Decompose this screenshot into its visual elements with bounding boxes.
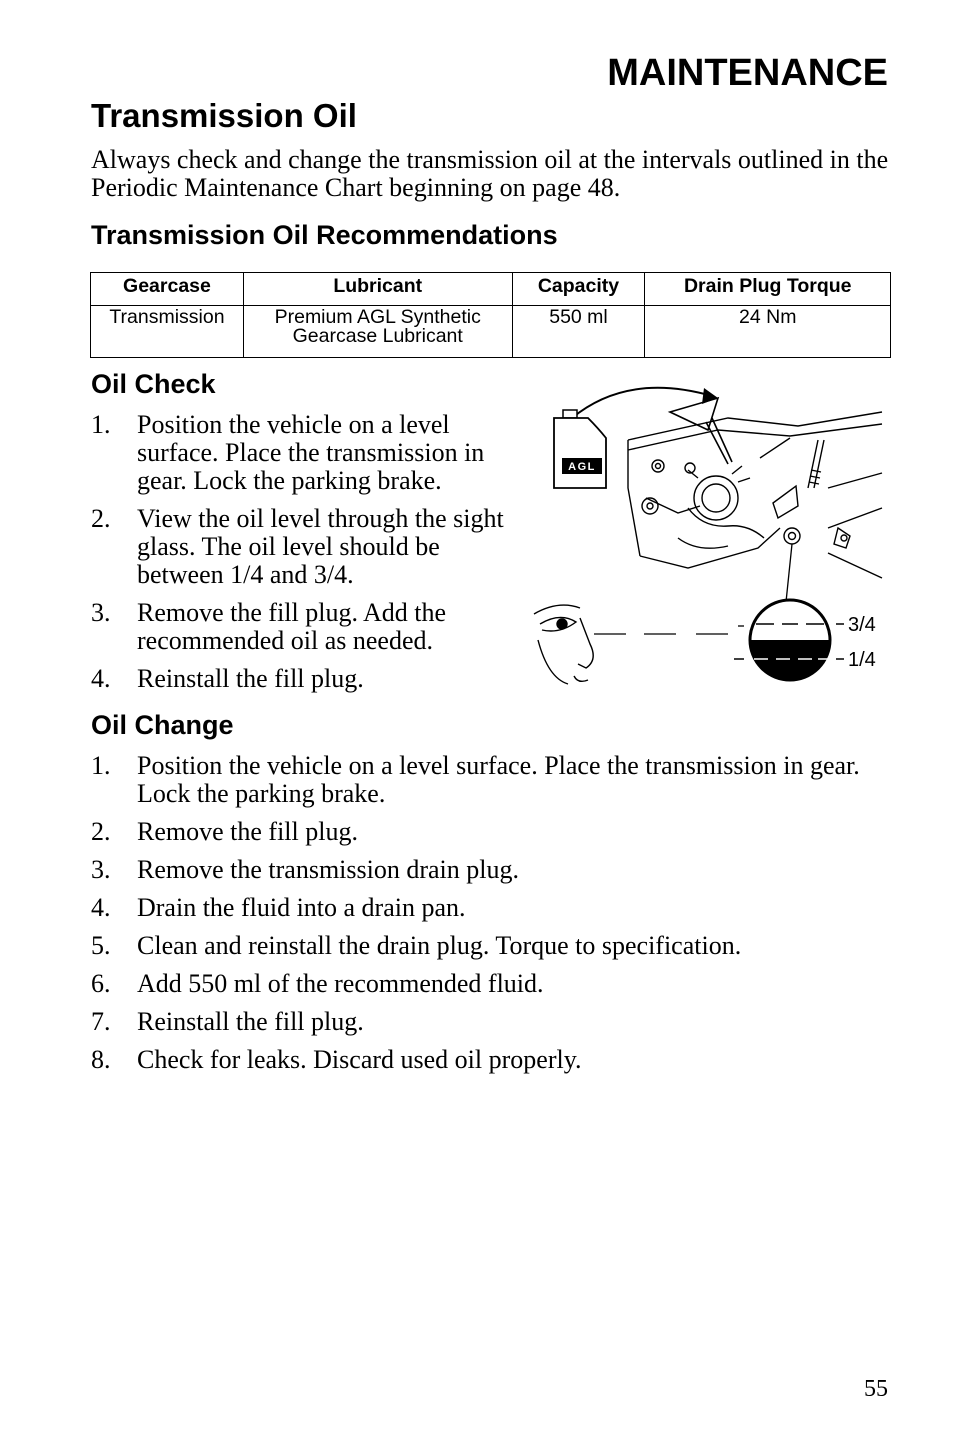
column-header: Capacity <box>512 273 645 306</box>
oil-check-steps <box>91 411 511 703</box>
step-text: Remove the fill plug. <box>137 817 358 846</box>
oil-change-heading: Oil Change <box>91 710 234 740</box>
transmission-housing-drawing <box>628 412 882 578</box>
page-title: Transmission Oil <box>91 97 357 134</box>
step-number: 1. <box>91 751 111 780</box>
upper-level-label: 3/4 <box>848 614 876 636</box>
sight-line <box>594 626 744 634</box>
sight-glass-gauge <box>750 600 830 682</box>
oil-level-illustration <box>528 378 890 690</box>
table-cell: 24 Nm <box>645 306 891 358</box>
step-number: 3. <box>91 855 111 884</box>
arrow-head-icon <box>702 388 718 404</box>
step-number: 5. <box>91 931 111 960</box>
recommendations-table <box>90 272 891 358</box>
step-number: 4. <box>91 664 111 693</box>
list-item <box>91 856 891 884</box>
list-item <box>91 752 891 808</box>
oil-change-steps <box>91 752 891 1084</box>
list-item <box>91 1008 891 1036</box>
step-text: Position the vehicle on a level surface. Place the transmission in gear. Lock the parking brake. <box>137 751 860 808</box>
page-number: 55 <box>864 1376 888 1402</box>
eye-icon <box>534 605 593 684</box>
list-item <box>91 505 511 589</box>
table-header-row <box>91 273 891 306</box>
table-row <box>91 306 891 358</box>
list-item <box>91 818 891 846</box>
step-text: Clean and reinstall the drain plug. Torque to specification. <box>137 931 742 960</box>
list-item <box>91 599 511 655</box>
column-header: Lubricant <box>243 273 512 306</box>
list-item <box>91 665 511 693</box>
step-number: 1. <box>91 410 111 439</box>
step-number: 8. <box>91 1045 111 1074</box>
step-text: Check for leaks. Discard used oil properly. <box>137 1045 582 1074</box>
step-number: 4. <box>91 893 111 922</box>
list-item <box>91 970 891 998</box>
step-number: 7. <box>91 1007 111 1036</box>
oil-bottle-icon <box>554 410 606 488</box>
step-text: Reinstall the fill plug. <box>137 1007 364 1036</box>
sight-glass-pointer <box>786 544 792 602</box>
table-cell: Premium AGL Synthetic Gearcase Lubricant <box>243 306 512 358</box>
section-header: MAINTENANCE <box>607 52 888 94</box>
intro-paragraph: Always check and change the transmission oil at the intervals outlined in the Periodic Maintenance Chart beginning on page 48. <box>91 145 889 202</box>
step-text: Add 550 ml of the recommended fluid. <box>137 969 544 998</box>
bottle-label: AGL <box>568 461 596 473</box>
step-text: Drain the fluid into a drain pan. <box>137 893 466 922</box>
table-cell: 550 ml <box>512 306 645 358</box>
step-text: Reinstall the fill plug. <box>137 664 364 693</box>
step-text: Remove the fill plug. Add the recommended oil as needed. <box>137 598 447 655</box>
step-text: View the oil level through the sight glass. The oil level should be between 1/4 and 3/4. <box>137 504 504 589</box>
column-header: Gearcase <box>91 273 244 306</box>
list-item <box>91 1046 891 1074</box>
step-number: 3. <box>91 598 111 627</box>
step-number: 2. <box>91 817 111 846</box>
list-item <box>91 411 511 495</box>
recommendations-heading: Transmission Oil Recommendations <box>91 220 558 250</box>
list-item <box>91 932 891 960</box>
oil-check-heading: Oil Check <box>91 369 216 399</box>
lower-level-label: 1/4 <box>848 649 876 671</box>
table-cell: Transmission <box>91 306 244 358</box>
step-number: 6. <box>91 969 111 998</box>
pour-arrow <box>572 388 712 418</box>
step-text: Position the vehicle on a level surface. Place the transmission in gear. Lock the parking brake. <box>137 410 485 495</box>
column-header: Drain Plug Torque <box>645 273 891 306</box>
step-text: Remove the transmission drain plug. <box>137 855 520 884</box>
step-number: 2. <box>91 504 111 533</box>
list-item <box>91 894 891 922</box>
